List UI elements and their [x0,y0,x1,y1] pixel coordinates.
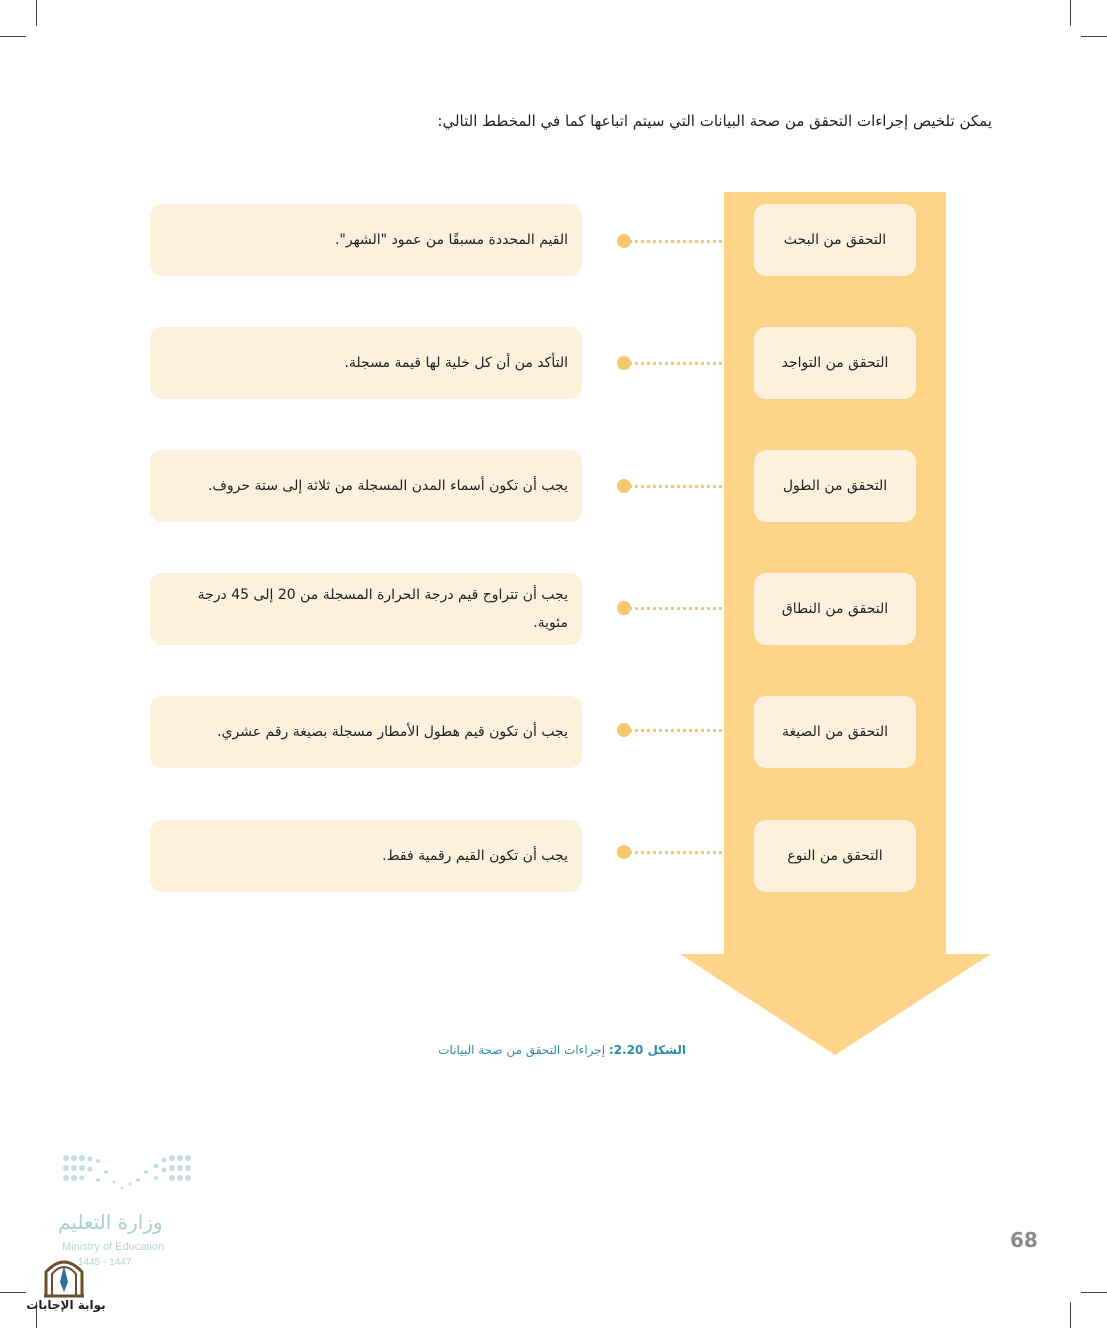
description-box: يجب أن تكون القيم رقمية فقط. [150,820,582,892]
step-box: التحقق من التواجد [754,327,916,399]
connector-line [624,240,722,243]
ministry-name-arabic: وزارة التعليم [58,1210,163,1234]
description-box: يجب أن تكون قيم هطول الأمطار مسجلة بصيغة رقم عشري. [150,696,582,768]
figure-caption-text: إجراءات التحقق من صحة البيانات [438,1043,606,1057]
ministry-logo-icon [60,1152,200,1202]
step-box: التحقق من الطول [754,450,916,522]
step-box: التحقق من النطاق [754,573,916,645]
description-box: القيم المحددة مسبقًا من عمود "الشهر". [150,204,582,276]
figure-number: الشكل 2.20: [608,1043,686,1057]
portal-name: بوابة الإجابات [26,1298,106,1312]
description-box: التأكد من أن كل خلية لها قيمة مسجلة. [150,327,582,399]
figure-caption [380,1043,686,1057]
portal-logo-icon [42,1254,86,1298]
connector-line [624,362,722,365]
step-box: التحقق من البحث [754,204,916,276]
edition-year: 1445 - 1447 [78,1257,132,1268]
step-box: التحقق من النوع [754,820,916,892]
description-box: يجب أن تتراوح قيم درجة الحرارة المسجلة من 20 إلى 45 درجة مئوية. [150,573,582,645]
description-box: يجب أن تكون أسماء المدن المسجلة من ثلاثة إلى ستة حروف. [150,450,582,522]
connector-line [624,851,722,854]
ministry-name-english: Ministry of Education [62,1241,165,1253]
connector-line [624,607,722,610]
page-number: 68 [1010,1228,1038,1252]
step-box: التحقق من الصيغة [754,696,916,768]
connector-line [624,485,722,488]
intro-paragraph: يمكن تلخيص إجراءات التحقق من صحة البيانات التي سيتم اتباعها كما في المخطط التالي: [437,112,992,130]
connector-line [624,729,722,732]
